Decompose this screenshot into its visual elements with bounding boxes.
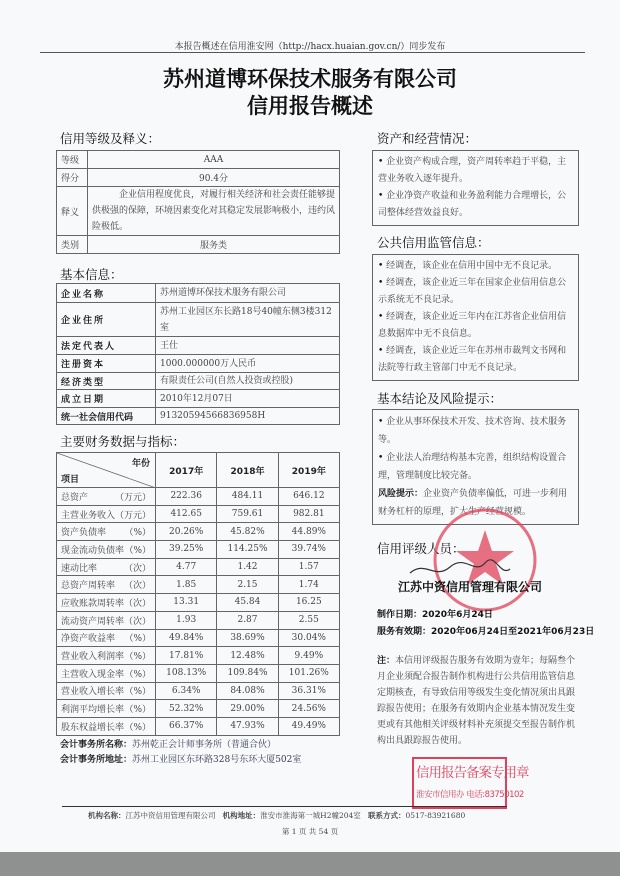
risk-text: 企业资产负债率偏低，可进一步利用财务杠杆的原理，扩大生产经营规模。 — [378, 489, 568, 517]
finance-value: 4.77 — [156, 558, 217, 576]
finance-value: 2.15 — [217, 576, 278, 594]
finance-unit: （%） — [124, 528, 152, 539]
finance-row — [57, 629, 340, 647]
conclusion-heading: 基本结论及风险提示： — [377, 391, 503, 406]
firm-name-line — [60, 737, 276, 750]
finance-value: 39.74% — [278, 541, 339, 559]
raters-heading: 信用评级人员： — [377, 541, 465, 556]
finance-item: 主营业务收入 — [61, 510, 116, 521]
supervision-item: • 经调查，该企业近三年在国家企业信用信息公示系统无不良记录。 — [378, 275, 573, 309]
finance-unit: （次） — [124, 598, 152, 609]
rating-label: 等级 — [57, 151, 88, 169]
firm-addr-label: 会计事务所地址： — [60, 755, 133, 765]
finance-value: 45.82% — [217, 523, 278, 541]
valid-period: 2020年06月24日至2021年06月23日 — [431, 627, 595, 637]
finance-item: 流动资产周转率 — [61, 616, 125, 627]
finance-item: 净资产收益率 — [61, 634, 116, 645]
finance-value: 114.25% — [217, 541, 278, 559]
footer-contact-label: 联系方式： — [367, 811, 406, 820]
finance-row — [57, 505, 340, 523]
finance-row — [57, 488, 340, 506]
finance-value: 646.12 — [278, 488, 339, 506]
finance-item: 资产负债率 — [61, 528, 107, 539]
finance-value: 12.48% — [217, 647, 278, 665]
rating-label: 类别 — [57, 236, 88, 254]
made-date-line — [377, 607, 493, 620]
finance-value: 222.36 — [156, 488, 217, 506]
supervision-item: • 经调查，该企业近三年内在江苏省企业信用信息数据库中无不良信息。 — [378, 309, 573, 343]
finance-row — [57, 523, 340, 541]
finance-unit: （次） — [124, 581, 152, 592]
supervision-item: • 经调查，该企业在信用中国中无不良记录。 — [378, 258, 573, 275]
year-header: 2017年 — [156, 453, 217, 488]
finance-heading: 主要财务数据与指标： — [60, 434, 186, 449]
finance-unit: （%） — [124, 634, 152, 645]
stamp-line1: 信用报告备案专用章 — [416, 765, 529, 781]
rating-label: 得分 — [57, 169, 88, 187]
finance-unit: （%） — [124, 687, 152, 698]
note-label: 注： — [377, 656, 396, 666]
finance-item: 营业收入利润率 — [61, 652, 125, 663]
finance-unit: （万元） — [115, 492, 152, 503]
operations-box — [372, 150, 579, 226]
basic-info-table — [56, 283, 340, 425]
finance-item-cell — [57, 611, 156, 629]
finance-item-cell — [57, 629, 156, 647]
rating-table — [56, 150, 340, 254]
basic-heading: 基本信息： — [60, 267, 123, 282]
footer-org-label: 机构名称： — [88, 811, 126, 820]
finance-row — [57, 576, 340, 594]
risk-label: 风险提示： — [378, 489, 424, 499]
rating-grade: AAA — [88, 151, 340, 169]
finance-value: 30.04% — [278, 629, 339, 647]
finance-value: 24.56% — [278, 700, 339, 718]
finance-value: 39.25% — [156, 541, 217, 559]
basic-value: 苏州道博环保技术服务有限公司 — [156, 284, 340, 303]
note-text: 本信用评级报告服务有效期为壹年；每隔叁个月企业须配合报告制作机构进行公共信用监管信息定期核查，有导致信用等级发生变化情况须出具跟踪报告使用；在服务有效期内企业基本情况发生变更或有其他相关评级材料补充须提交至报告制作机构出具跟踪报告使用。 — [377, 656, 576, 746]
firm-addr: 苏州工业园区东环路328号东环大厦502室 — [132, 755, 302, 765]
basic-value: 王仕 — [156, 337, 340, 355]
finance-unit: （次） — [124, 616, 152, 627]
rating-label: 释义 — [57, 187, 88, 236]
finance-value: 484.11 — [217, 488, 278, 506]
valid-period-line — [377, 624, 594, 637]
finance-item: 应收账款周转率 — [61, 598, 125, 609]
finance-row — [57, 700, 340, 718]
finance-value: 1.74 — [278, 576, 339, 594]
basic-label: 注册资本 — [57, 355, 156, 373]
finance-item-cell — [57, 700, 156, 718]
finance-row — [57, 558, 340, 576]
conclusion-item: • 企业法人治理结构基本完善，组织结构设置合理，管理制度比较完备。 — [378, 449, 573, 485]
footer-contact: 0517-83921680 — [405, 811, 466, 820]
made-date-label: 制作日期： — [377, 610, 423, 620]
valid-period-label: 服务有效期： — [377, 627, 432, 637]
note — [377, 653, 577, 749]
finance-value: 36.31% — [278, 682, 339, 700]
finance-item: 总资产 — [61, 492, 89, 503]
finance-item: 速动比率 — [61, 563, 98, 574]
finance-item: 总资产周转率 — [61, 581, 116, 592]
basic-value: 91320594566836958H — [156, 408, 340, 425]
rating-company: 江苏中资信用管理有限公司 — [398, 580, 543, 594]
corner-item-label: 项目 — [61, 475, 80, 485]
basic-value: 有限责任公司(自然人投资或控股) — [156, 373, 340, 390]
page-title: 苏州道博环保技术服务有限公司 — [163, 66, 457, 91]
finance-value: 109.84% — [217, 664, 278, 682]
finance-value: 29.00% — [217, 700, 278, 718]
firm-addr-line — [60, 752, 301, 765]
finance-value: 20.26% — [156, 523, 217, 541]
basic-label: 成立日期 — [57, 390, 156, 408]
basic-label: 经济类型 — [57, 373, 156, 390]
finance-value: 101.26% — [278, 664, 339, 682]
finance-value: 1.57 — [278, 558, 339, 576]
footer-org: 江苏中资信用管理有限公司 — [125, 811, 216, 820]
page-number: 第 1 页 共 54 页 — [281, 827, 339, 836]
finance-item-cell — [57, 523, 156, 541]
publish-note: 本报告概述在信用淮安网（http://hacx.huaian.gov.cn/）同步发布 — [174, 42, 446, 52]
finance-value: 412.65 — [156, 505, 217, 523]
finance-value: 66.37% — [156, 717, 217, 735]
finance-row — [57, 682, 340, 700]
finance-value: 1.85 — [156, 576, 217, 594]
finance-item: 主营收入现金率 — [61, 669, 125, 680]
finance-unit: （%） — [124, 669, 152, 680]
basic-label: 企业住所 — [57, 303, 156, 337]
footer-addr-label: 机构地址： — [222, 811, 261, 820]
finance-item-cell — [57, 647, 156, 665]
finance-value: 16.25 — [278, 594, 339, 612]
finance-value: 108.13% — [156, 664, 217, 682]
finance-value: 1.42 — [217, 558, 278, 576]
year-header: 2018年 — [217, 453, 278, 488]
made-date: 2020年6月24日 — [422, 610, 493, 620]
rating-heading: 信用等级及释义： — [60, 131, 161, 146]
filing-stamp — [412, 757, 529, 809]
finance-item-cell — [57, 717, 156, 735]
finance-row — [57, 664, 340, 682]
footer-info — [88, 810, 465, 821]
finance-item: 股东权益增长率 — [61, 722, 125, 733]
finance-row — [57, 611, 340, 629]
finance-unit: （%） — [124, 545, 152, 556]
finance-unit: （%） — [124, 652, 152, 663]
finance-value: 2.55 — [278, 611, 339, 629]
basic-label: 企业名称 — [57, 284, 156, 303]
finance-value: 49.84% — [156, 629, 217, 647]
finance-value: 6.34% — [156, 682, 217, 700]
finance-value: 759.61 — [217, 505, 278, 523]
basic-label: 统一社会信用代码 — [57, 408, 156, 425]
finance-value: 47.93% — [217, 717, 278, 735]
rating-category: 服务类 — [88, 236, 340, 254]
finance-item-cell — [57, 682, 156, 700]
finance-table — [56, 452, 340, 736]
finance-value: 17.81% — [156, 647, 217, 665]
finance-row — [57, 647, 340, 665]
finance-value: 45.84 — [217, 594, 278, 612]
basic-label: 法定代表人 — [57, 337, 156, 355]
rating-score: 90.4分 — [88, 169, 340, 187]
rating-explanation: 企业信用程度优良，对履行相关经济和社会责任能够提供极强的保障，环境因素变化对其稳定发展影响极小，违约风险极低。 — [88, 187, 340, 236]
conclusion-item: • 企业从事环保技术开发、技术咨询、技术服务等。 — [378, 413, 573, 449]
finance-unit: （次） — [124, 563, 152, 574]
firm-name: 苏州乾正会计师事务所（普通合伙） — [132, 740, 277, 750]
finance-value: 84.08% — [217, 682, 278, 700]
finance-value: 982.81 — [278, 505, 339, 523]
header-rule — [40, 52, 585, 53]
finance-item-cell — [57, 594, 156, 612]
finance-item: 利润平均增长率 — [61, 705, 125, 716]
basic-value: 1000.000000万人民币 — [156, 355, 340, 373]
finance-value: 2.87 — [217, 611, 278, 629]
page-subtitle: 信用报告概述 — [247, 93, 373, 118]
operations-heading: 资产和经营情况： — [377, 131, 478, 146]
finance-value: 9.49% — [278, 647, 339, 665]
basic-value: 苏州工业园区东长路18号40幢东侧3楼312室 — [156, 303, 340, 337]
finance-unit: （%） — [124, 705, 152, 716]
finance-unit: （%） — [124, 722, 152, 733]
finance-item-cell — [57, 505, 156, 523]
finance-value: 1.93 — [156, 611, 217, 629]
corner-year-label: 年份 — [132, 459, 151, 469]
finance-row — [57, 717, 340, 735]
footer-addr: 淮安市淮海第一城H2幢204室 — [260, 811, 361, 820]
operations-item: • 企业净资产收益和业务盈利能力合理增长，公司整体经营效益良好。 — [378, 188, 573, 222]
finance-item: 营业收入增长率 — [61, 687, 125, 698]
finance-item: 现金流动负债率 — [61, 545, 125, 556]
finance-value: 44.89% — [278, 523, 339, 541]
finance-item-cell — [57, 576, 156, 594]
finance-row — [57, 594, 340, 612]
finance-value: 38.69% — [217, 629, 278, 647]
footer-rule — [62, 806, 507, 807]
supervision-item: • 经调查，该企业近三年在苏州市裁判文书网和法院等行政主管部门中无不良记录。 — [378, 343, 573, 377]
stamp-line2: 淮安市信用办 电话:83750102 — [416, 790, 524, 800]
finance-value: 49.49% — [278, 717, 339, 735]
finance-item-cell — [57, 541, 156, 559]
corner-cell — [57, 453, 156, 488]
operations-item: • 企业资产构成合理，资产周转率趋于平稳，主营业务收入逐年提升。 — [378, 154, 573, 188]
finance-item-cell — [57, 488, 156, 506]
supervision-heading: 公共信用监管信息： — [377, 235, 490, 250]
finance-item-cell — [57, 664, 156, 682]
finance-value: 52.32% — [156, 700, 217, 718]
supervision-box — [372, 254, 579, 381]
year-header: 2019年 — [278, 453, 339, 488]
finance-item-cell — [57, 558, 156, 576]
finance-row — [57, 541, 340, 559]
finance-unit: （万元） — [115, 510, 152, 521]
basic-value: 2010年12月07日 — [156, 390, 340, 408]
finance-value: 13.31 — [156, 594, 217, 612]
firm-name-label: 会计事务所名称： — [60, 740, 133, 750]
